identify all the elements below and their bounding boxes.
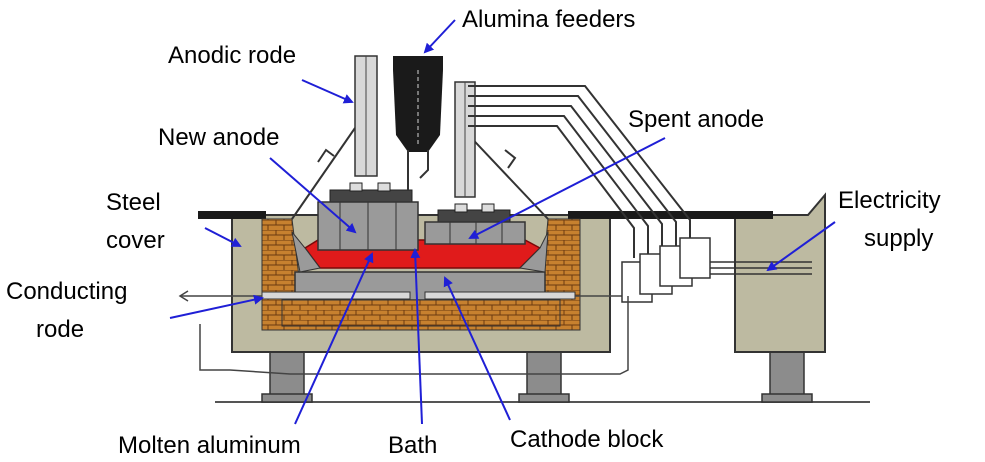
bottom-bricks [282, 300, 560, 326]
label-electricity-2: supply [864, 225, 934, 252]
label-conducting-2: rode [36, 316, 85, 343]
arrow-anodic-rode [302, 80, 352, 102]
label-anodic-rode: Anodic rode [168, 42, 297, 69]
label-molten-aluminum: Molten aluminum [118, 432, 301, 459]
new-anode [318, 183, 418, 250]
label-steel-cover-2: cover [106, 227, 165, 254]
label-cathode-block: Cathode block [510, 426, 664, 453]
spent-anode [425, 204, 525, 244]
label-bath: Bath [388, 432, 438, 459]
junction-boxes [622, 238, 710, 302]
label-steel-cover-1: Steel [106, 189, 161, 216]
arrow-alumina-feeders [425, 20, 455, 52]
label-new-anode: New anode [158, 124, 280, 151]
label-conducting-1: Conducting [6, 278, 128, 305]
label-spent-anode: Spent anode [628, 106, 765, 133]
alumina-feeder [393, 56, 443, 190]
label-alumina-feeders: Alumina feeders [462, 6, 636, 33]
steel-cover-left [198, 211, 266, 219]
support-pillars [262, 352, 812, 402]
label-electricity-1: Electricity [838, 187, 941, 214]
